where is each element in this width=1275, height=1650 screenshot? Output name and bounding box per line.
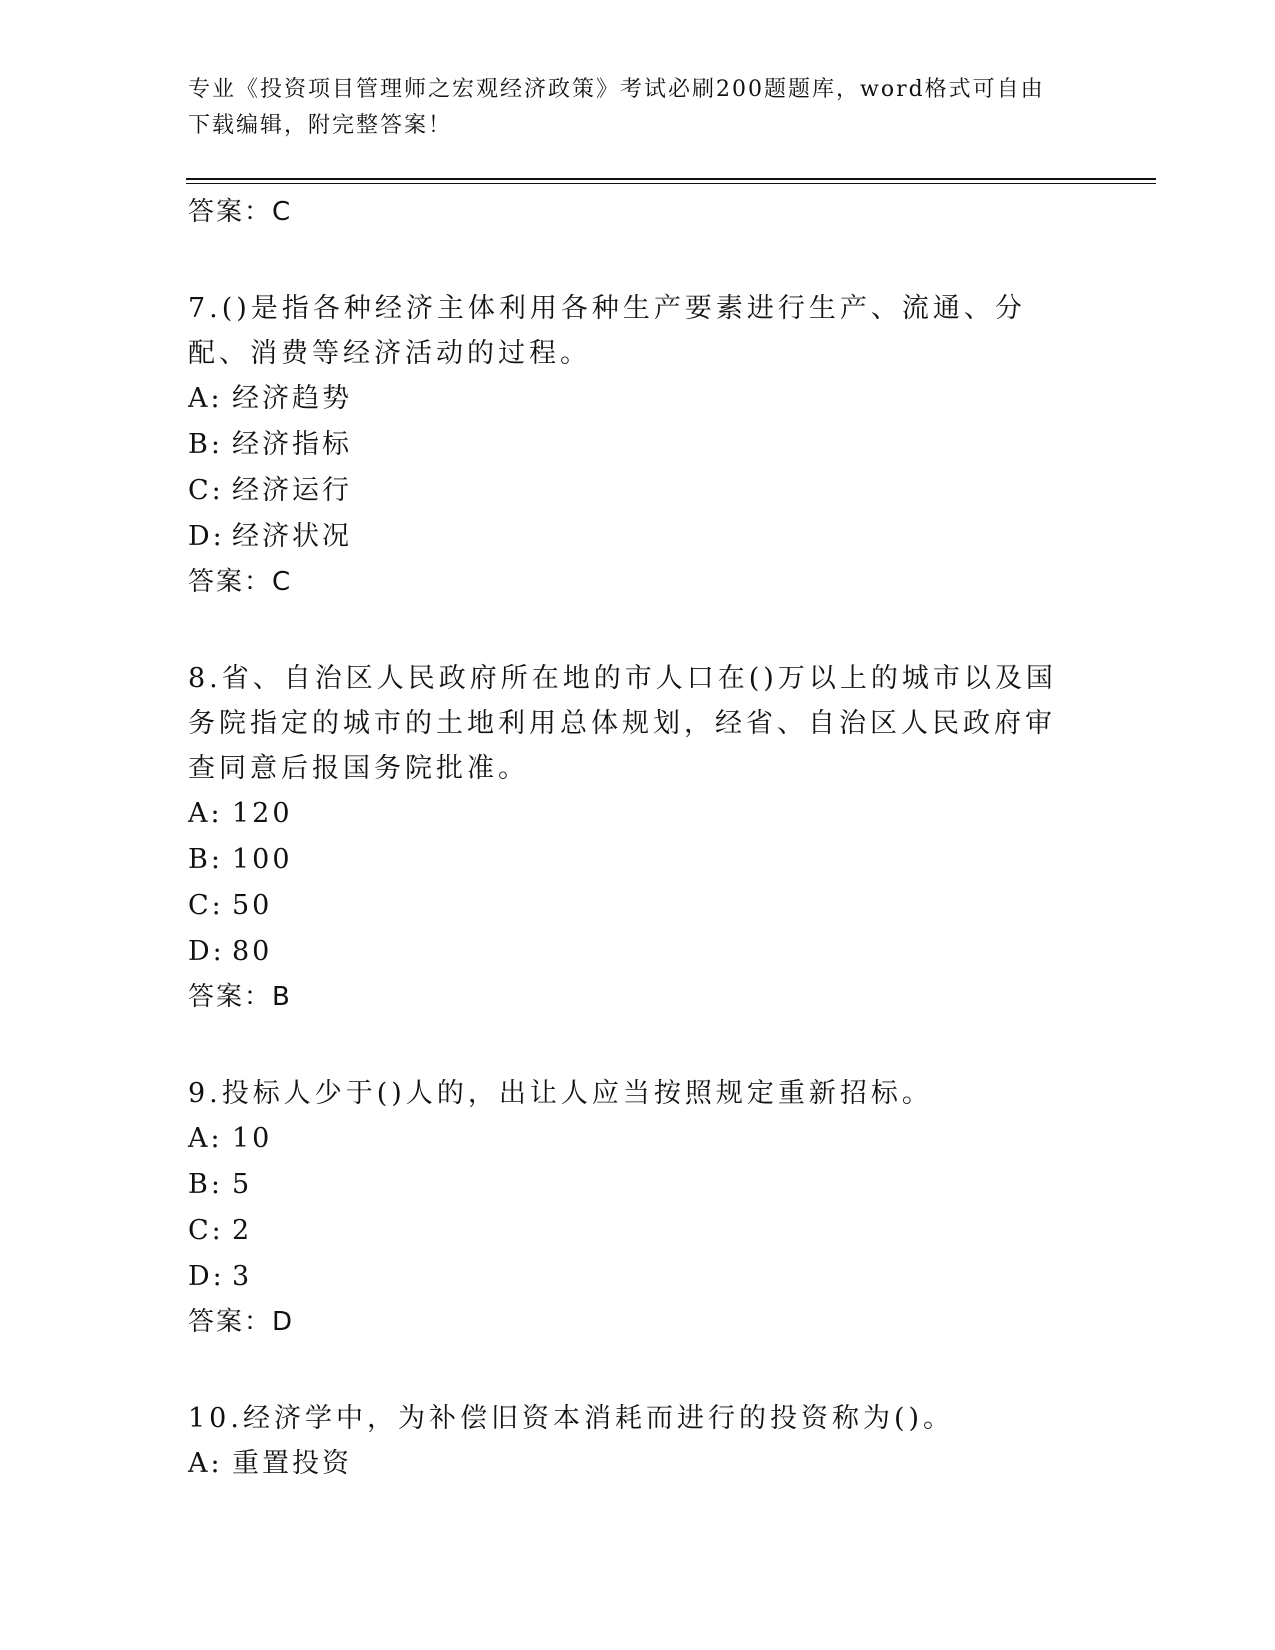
option-text: 2 <box>232 1215 253 1246</box>
option-key: A: <box>188 383 223 414</box>
option-text: 5 <box>232 1169 253 1200</box>
option-d <box>188 514 1068 560</box>
option-text: 经济运行 <box>232 475 352 506</box>
option-d <box>188 929 1068 975</box>
question-text: 7.()是指各种经济主体利用各种生产要素进行生产、流通、分配、消费等经济活动的过程。 <box>188 293 1026 369</box>
option-b <box>188 1162 1068 1208</box>
question-block <box>188 650 1068 1019</box>
question-block <box>188 280 1068 604</box>
question-block <box>188 1065 1068 1344</box>
option-text: 50 <box>232 890 273 921</box>
option-text: 重置投资 <box>232 1448 352 1479</box>
option-key: C: <box>188 1215 224 1246</box>
option-key: A: <box>188 1448 223 1479</box>
option-text: 经济趋势 <box>232 383 352 414</box>
option-text: 80 <box>232 936 273 967</box>
option-c <box>188 1208 1068 1254</box>
option-c <box>188 883 1068 929</box>
option-text: 100 <box>232 844 293 875</box>
option-text: 经济指标 <box>232 429 352 460</box>
question-list <box>188 190 1068 1487</box>
option-text: 经济状况 <box>232 521 352 552</box>
option-key: A: <box>188 1123 223 1154</box>
header-divider-thin <box>186 183 1156 184</box>
option-b <box>188 422 1068 468</box>
option-a <box>188 791 1068 837</box>
answer-line: 答案：D <box>188 1307 295 1337</box>
option-key: C: <box>188 475 224 506</box>
document-header: 专业《投资项目管理师之宏观经济政策》考试必刷200题题库，word格式可自由下载编辑，附完整答案！ <box>188 77 1045 138</box>
answer-line: 答案：C <box>188 197 293 227</box>
option-c <box>188 468 1068 514</box>
option-key: B: <box>188 844 223 875</box>
option-a <box>188 1441 1068 1487</box>
question-text: 9.投标人少于()人的，出让人应当按照规定重新招标。 <box>188 1078 933 1109</box>
option-b <box>188 837 1068 883</box>
answer-line: 答案：C <box>188 567 293 597</box>
option-key: B: <box>188 1169 223 1200</box>
option-text: 10 <box>232 1123 273 1154</box>
question-block <box>188 1390 1068 1487</box>
option-key: D: <box>188 521 225 552</box>
option-a <box>188 376 1068 422</box>
option-key: B: <box>188 429 223 460</box>
question-text: 8.省、自治区人民政府所在地的市人口在()万以上的城市以及国务院指定的城市的土地利用总体规划，经省、自治区人民政府审查同意后报国务院批准。 <box>188 663 1057 784</box>
option-a <box>188 1116 1068 1162</box>
option-text: 120 <box>232 798 293 829</box>
option-key: D: <box>188 1261 225 1292</box>
option-key: D: <box>188 936 225 967</box>
answer-line: 答案：B <box>188 982 292 1012</box>
option-key: A: <box>188 798 223 829</box>
option-text: 3 <box>232 1261 253 1292</box>
option-key: C: <box>188 890 224 921</box>
option-d <box>188 1254 1068 1300</box>
question-text: 10.经济学中，为补偿旧资本消耗而进行的投资称为()。 <box>188 1403 955 1434</box>
header-divider <box>186 178 1156 180</box>
